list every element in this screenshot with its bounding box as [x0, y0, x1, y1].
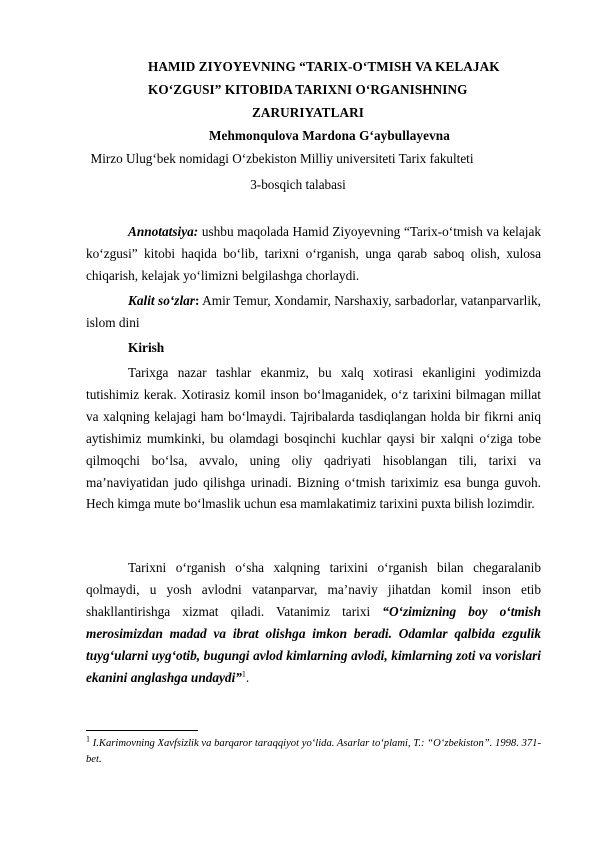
annotation-label: Annotatsiya: [128, 224, 199, 239]
footnote-separator [86, 730, 198, 731]
affiliation-line-2: 3-bosqich talabasi [250, 177, 346, 192]
annotation-text: ushbu maqolada Hamid Ziyoyevning “Tarix-o‘tmish va kelajak ko‘zgusi” kitobi haqida bo‘lib, tarixni o‘rganish, unga qarab saboq olish, xulosa chiqarish, kelajak yo‘limizni belgilashga chorlaydi. [86, 224, 541, 283]
paragraph-2-end: . [245, 669, 250, 685]
body-paragraph-2 [86, 557, 541, 688]
footnote-mark: 1 [86, 734, 90, 744]
paragraph-2-quote: “O‘zimizning boy o‘tmish merosimizdan madad va ibrat olishga imkon beradi. Odamlar qalbida ezgulik tuyg‘ularni uyg‘otib, bugungi avlod kimlarning avlodi, kimlarning zoti va vorislari ekanini anglashga undaydi” [86, 603, 541, 685]
annotation-paragraph [86, 221, 541, 287]
affiliation-line-1: Mirzo Ulug‘bek nomidagi O‘zbekiston Milliy universiteti Tarix fakulteti [90, 151, 474, 166]
keywords-label: Kalit so‘zlar [128, 293, 195, 308]
title-line-2: KO‘ZGUSI” KITOBIDA TARIXNI O‘RGANISHNING [148, 82, 468, 97]
footnote-reference[interactable]: 1 [241, 669, 246, 679]
keywords-text: Amir Temur, Xondamir, Narshaxiy, sarbadorlar, vatanparvarlik, islom dini [86, 293, 541, 330]
body-paragraph-1: Tarixga nazar tashlar ekanmiz, bu xalq xotirasi ekanligini yodimizda tutishimiz kerak. Xotirasiz komil inson bo‘lmaganidek, o‘z tarixini bilmagan millat va xalqning kelajagi ham bo‘lmaydi. Tajribalarda tasdiqlangan holda bir fikrni aniq aytishimiz mumkinki, bu olamdagi bosqinchi kuchlar qaysi bir xalqni o‘ziga tobe qilmoqchi bo‘lsa, avvalo, uning oliy qadriyati hisoblangan tili, tarixi va ma’naviyatidan judo qilishga urinadi. Bizning o‘tmish tariximiz esa bunga guvoh. Hech kimga mute bo‘lmaslik uchun esa mamlakatimiz tarixini puxta bilish lozimdir. [86, 365, 541, 512]
keywords-colon: : [194, 293, 200, 308]
title-line-3: ZARURIYATLARI [252, 105, 364, 120]
paragraph-2-text: Tarixni o‘rganish o‘sha xalqning tarixini o‘rganish bilan chegaralanib qolmaydi, u yosh avlodni vatanparvar, ma’naviy jihatdan komil inson etib shakllantirishga xizmat qiladi. Vatanimiz tarixi [86, 560, 541, 619]
footnote-text: I.Karimovning Xavfsizlik va barqaror taraqqiyot yo‘lida. Asarlar to‘plami, T.: “O‘zbekiston”. 1998. 371-bet. [86, 738, 541, 765]
intro-heading: Kirish [128, 340, 165, 355]
keywords-paragraph [86, 290, 541, 334]
author-name: Mehmonqulova Mardona G‘aybullayevna [209, 128, 450, 143]
footnote [86, 736, 541, 768]
title-line-1: HAMID ZIYOYEVNING “TARIX-O‘TMISH VA KELAJAK [148, 59, 500, 74]
